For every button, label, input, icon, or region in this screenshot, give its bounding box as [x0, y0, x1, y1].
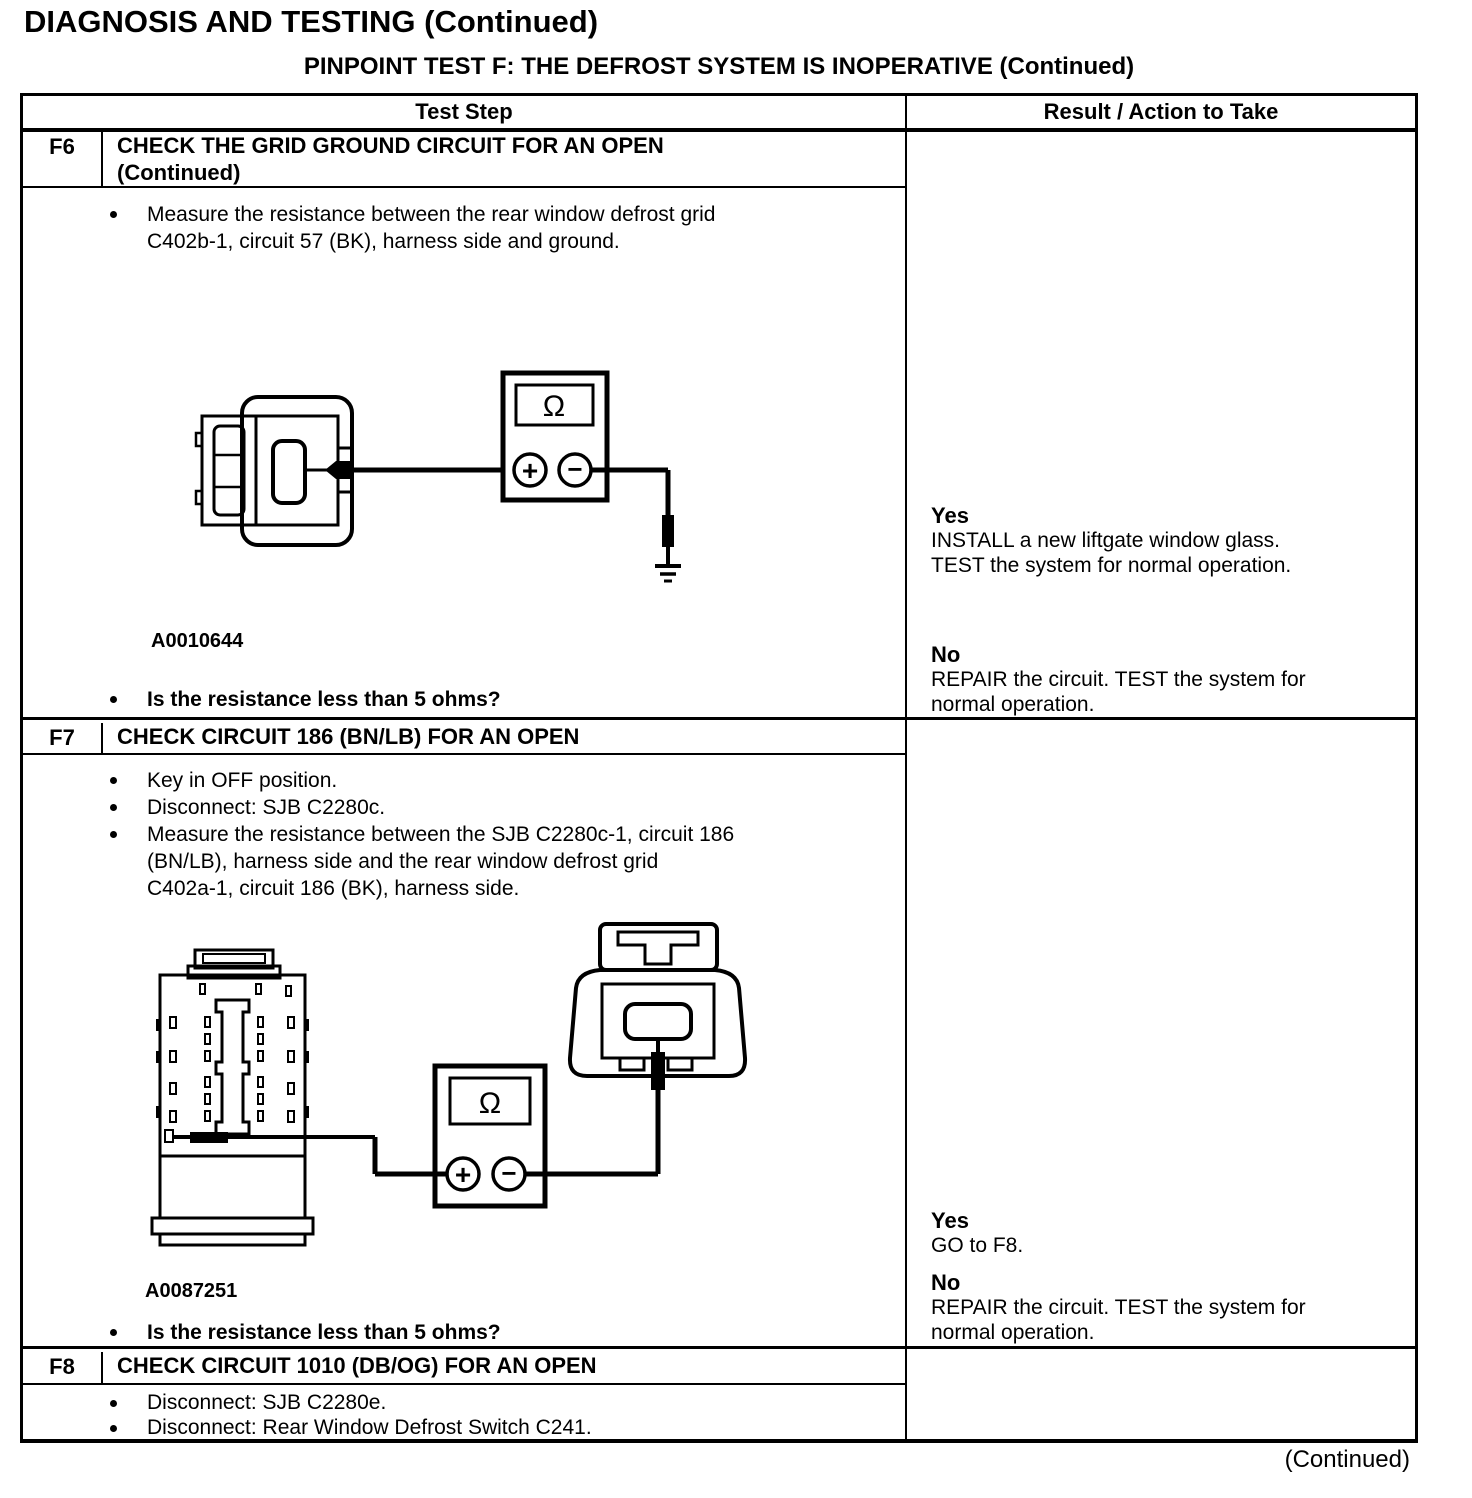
result-action: REPAIR the circuit. TEST the system for normal operation.: [931, 1296, 1306, 1344]
ohm-symbol: Ω: [542, 390, 566, 423]
f7-circuit-diagram: [150, 906, 770, 1251]
step-title-line: CHECK CIRCUIT 1010 (DB/OG) FOR AN OPEN: [117, 1353, 597, 1378]
instruction-text: Disconnect: SJB C2280c.: [147, 796, 386, 819]
bullet-icon: [110, 821, 147, 902]
bullet-icon: [110, 794, 147, 821]
step-instruction: [110, 1415, 905, 1440]
ohmmeter-icon: [435, 1066, 545, 1206]
result-action: REPAIR the circuit. TEST the system for normal operation.: [931, 668, 1306, 716]
step-instruction: [110, 767, 905, 794]
question-text: Is the resistance less than 5 ohms?: [147, 688, 501, 711]
question-text: Is the resistance less than 5 ohms?: [147, 1321, 501, 1344]
figure-label: A0010644: [151, 630, 244, 652]
step-title-bar-f7: [23, 720, 905, 755]
pinpoint-test-title: PINPOINT TEST F: THE DEFROST SYSTEM IS INOPERATIVE (Continued): [303, 53, 1135, 80]
step-instruction: [110, 201, 905, 255]
test-step-cell-f6: [23, 132, 907, 717]
plus-terminal: +: [454, 1159, 472, 1190]
f6-circuit-diagram: [195, 363, 675, 593]
result-answer: Yes: [931, 1208, 969, 1233]
step-title-bar-f6: [23, 132, 905, 188]
result-cell-f8: [907, 1349, 1415, 1441]
instruction-text: Disconnect: SJB C2280e.: [147, 1391, 387, 1414]
step-title-bar-f8: [23, 1349, 905, 1385]
result-no: [931, 1270, 1415, 1345]
probe-icon: [651, 1052, 665, 1090]
page-title: DIAGNOSIS AND TESTING (Continued): [24, 4, 599, 39]
result-answer: No: [931, 642, 961, 667]
ohmmeter-icon: [503, 373, 607, 500]
page-continued-note: (Continued): [1284, 1446, 1410, 1473]
step-detail-f8: [23, 1385, 905, 1441]
instruction-text: Key in OFF position.: [147, 769, 338, 792]
result-yes: [931, 1208, 1415, 1258]
table-header-row: [23, 96, 1415, 132]
minus-terminal: −: [567, 454, 583, 484]
step-title-line: CHECK THE GRID GROUND CIRCUIT FOR AN OPEN: [117, 133, 664, 158]
test-row-f8: [23, 1349, 1415, 1441]
step-question: [110, 1319, 905, 1346]
sjb-connector-icon: [152, 950, 313, 1245]
result-cell-f7: [907, 720, 1415, 1346]
bullet-icon: [110, 686, 147, 713]
connector-icon: [196, 397, 353, 545]
probe-icon: [325, 461, 353, 479]
test-row-f6: [23, 132, 1415, 720]
step-id-f8: F8: [23, 1352, 103, 1383]
result-no: [931, 642, 1415, 717]
test-step-cell-f8: [23, 1349, 907, 1441]
column-header-test-step: Test Step: [23, 96, 907, 128]
result-action: INSTALL a new liftgate window glass. TEST the system for normal operation.: [931, 529, 1292, 577]
step-id-f7: F7: [23, 723, 103, 753]
minus-terminal: −: [501, 1158, 517, 1188]
result-action: GO to F8.: [931, 1234, 1024, 1257]
plus-terminal: +: [521, 455, 539, 486]
instruction-text: Measure the resistance between the SJB C2280c-1, circuit 186 (BN/LB), harness side and the rear window defrost grid C402a-1, circuit 186 (BK), harness side.: [147, 823, 735, 900]
step-detail-f6: [23, 188, 905, 715]
test-step-cell-f7: [23, 720, 907, 1346]
result-cell-f6: [907, 132, 1415, 717]
step-id-f6: F6: [23, 132, 103, 186]
defrost-grid-connector-icon: [570, 924, 745, 1090]
column-header-result: Result / Action to Take: [1043, 99, 1279, 124]
bullet-icon: [110, 1415, 147, 1440]
bullet-icon: [110, 1390, 147, 1415]
bullet-icon: [110, 1319, 147, 1346]
step-instruction: [110, 1390, 905, 1415]
step-title-f7: [103, 723, 905, 753]
instruction-text: Disconnect: Rear Window Defrost Switch C241.: [147, 1416, 592, 1439]
step-title-line: CHECK CIRCUIT 186 (BN/LB) FOR AN OPEN: [117, 724, 580, 749]
pin-grid: [156, 984, 309, 1122]
bullet-icon: [110, 767, 147, 794]
step-title-line: (Continued): [117, 160, 241, 185]
step-title-f8: [103, 1352, 905, 1383]
step-question: [110, 686, 905, 713]
result-answer: Yes: [931, 503, 969, 528]
step-detail-f7: [23, 755, 905, 1346]
bullet-icon: [110, 201, 147, 255]
instruction-text: Measure the resistance between the rear window defrost grid C402b-1, circuit 57 (BK), harness side and ground.: [147, 203, 716, 253]
step-instruction: [110, 821, 905, 902]
step-instruction: [110, 794, 905, 821]
result-yes: [931, 503, 1415, 578]
step-title-f6: [103, 132, 905, 186]
result-answer: No: [931, 1270, 961, 1295]
pinpoint-test-table: [20, 93, 1418, 1443]
ohm-symbol: Ω: [478, 1087, 502, 1120]
figure-label: A0087251: [145, 1280, 238, 1302]
test-row-f7: [23, 720, 1415, 1349]
